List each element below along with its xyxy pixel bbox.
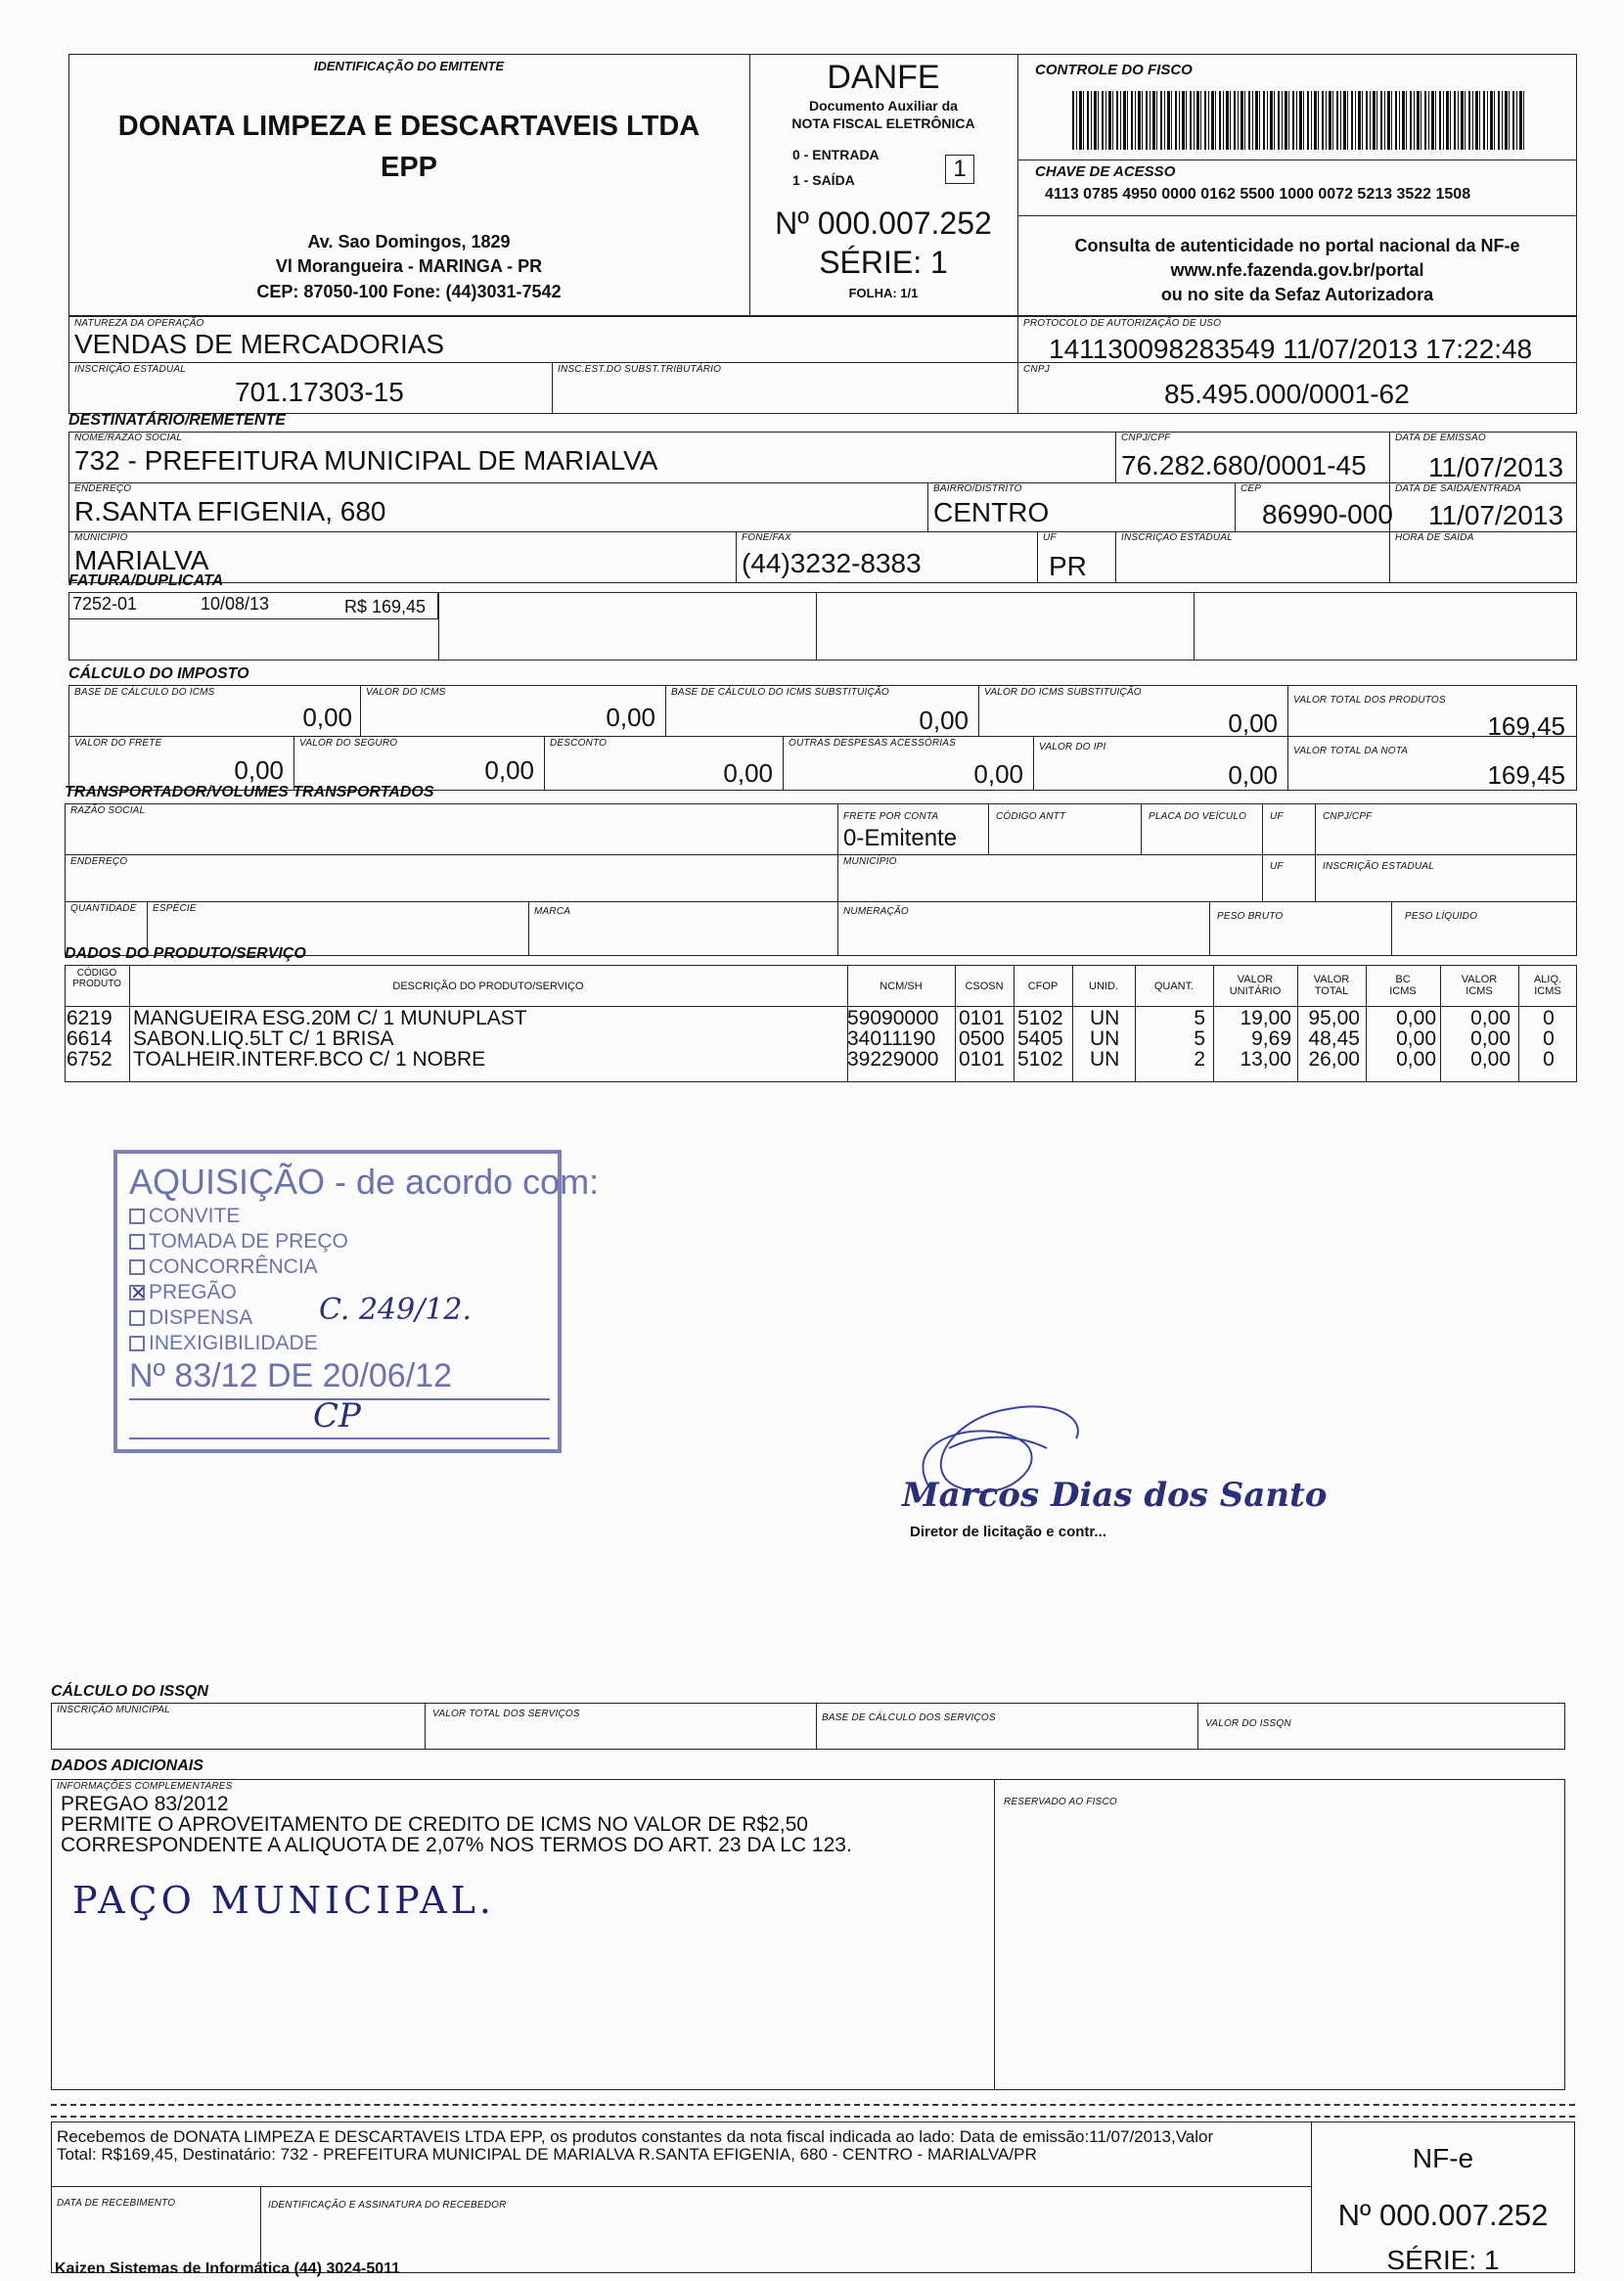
uf-caption: UF — [1043, 532, 1057, 543]
v-note-caption: VALOR TOTAL DA NOTA — [1293, 746, 1409, 756]
product-code: 6219 — [67, 1007, 113, 1029]
product-unit: UN — [1090, 1007, 1120, 1029]
product-total: 95,00 — [1308, 1007, 1360, 1029]
fiscal-control-caption: CONTROLE DO FISCO — [1035, 62, 1193, 78]
access-key-caption: CHAVE DE ACESSO — [1035, 163, 1176, 180]
option-convite: CONVITE — [149, 1205, 241, 1227]
col-icms-value-1: VALOR — [1461, 974, 1498, 985]
option-dispensa: DISPENSA — [149, 1306, 253, 1329]
district-caption: BAIRRO/DISTRITO — [933, 483, 1022, 494]
ipi: 0,00 — [1228, 760, 1278, 790]
products-section-title: DADOS DO PRODUTO/SERVIÇO — [65, 945, 306, 962]
danfe-subtitle-1: Documento Auxiliar da — [809, 98, 958, 114]
additional-section-title: DADOS ADICIONAIS — [51, 1757, 203, 1774]
bc-st-caption: BASE DE CÁLCULO DO ICMS SUBSTITUIÇÃO — [671, 687, 889, 698]
nature-caption: NATUREZA DA OPERAÇÃO — [74, 318, 204, 329]
product-code: 6752 — [67, 1048, 113, 1071]
product-total: 48,45 — [1308, 1027, 1360, 1050]
operation-nature: VENDAS DE MERCADORIAS — [74, 329, 445, 359]
col-description: DESCRIÇÃO DO PRODUTO/SERVIÇO — [392, 981, 584, 992]
option-inexigibilidade: INEXIGIBILIDADE — [149, 1332, 318, 1354]
carrier-name-caption: RAZÃO SOCIAL — [70, 805, 146, 816]
invoice-sheet: FOLHA: 1/1 — [848, 286, 919, 300]
checkbox-dispensa — [129, 1310, 145, 1326]
danfe-subtitle-2: NOTA FISCAL ELETRÔNICA — [791, 115, 975, 131]
antt-caption: CÓDIGO ANTT — [996, 811, 1066, 822]
checkbox-pregao-checked — [129, 1285, 145, 1300]
transport-section-title: TRANSPORTADOR/VOLUMES TRANSPORTADOS — [65, 784, 434, 800]
recipient-uf: PR — [1049, 551, 1087, 581]
table-row — [67, 1009, 1575, 1028]
emitter-cnpj: 85.495.000/0001-62 — [1164, 379, 1410, 409]
bc-icms-caption: BASE DE CÁLCULO DO ICMS — [74, 687, 215, 698]
freight-payer: 0-Emitente — [843, 825, 958, 851]
dup-due-date: 10/08/13 — [201, 594, 270, 614]
product-quantity: 5 — [1194, 1007, 1205, 1029]
discount-caption: DESCONTO — [550, 738, 608, 749]
services-total-caption: VALOR TOTAL DOS SERVIÇOS — [432, 1709, 580, 1719]
address-caption: ENDEREÇO — [74, 483, 132, 494]
consult-line-3: ou no site da Sefaz Autorizadora — [1160, 285, 1434, 304]
tax-section-title: CÁLCULO DO IMPOSTO — [68, 665, 249, 682]
authorization-protocol: 141130098283549 11/07/2013 17:22:48 — [1049, 334, 1533, 364]
stamp-process-number: Nº 83/12 DE 20/06/12 — [129, 1357, 452, 1394]
v-st-caption: VALOR DO ICMS SUBSTITUIÇÃO — [984, 687, 1142, 698]
product-csosn: 0500 — [959, 1027, 1005, 1050]
recipient-city: MARIALVA — [74, 545, 209, 575]
consult-url: www.nfe.fazenda.gov.br/portal — [1170, 260, 1424, 280]
checkbox-concorrencia — [129, 1259, 145, 1275]
municipal-reg-caption: INSCRIÇÃO MUNICIPAL — [57, 1705, 170, 1715]
cep-caption: CEP — [1241, 483, 1262, 494]
product-bc-icms: 0,00 — [1396, 1027, 1436, 1050]
recipient-section-title: DESTINATÁRIO/REMETENTE — [68, 412, 286, 429]
option-tomada: TOMADA DE PREÇO — [149, 1230, 348, 1253]
recipient-district: CENTRO — [933, 497, 1050, 527]
emitter-caption: IDENTIFICAÇÃO DO EMITENTE — [313, 59, 505, 73]
col-unit-value-1: VALOR — [1237, 974, 1274, 985]
v-st: 0,00 — [1228, 708, 1278, 738]
product-unit-value: 19,00 — [1240, 1007, 1291, 1029]
product-unit-value: 13,00 — [1240, 1048, 1291, 1071]
access-key: 4113 0785 4950 0000 0162 5500 1000 0072 5213 3522 1508 — [1045, 186, 1471, 203]
discount: 0,00 — [723, 758, 773, 788]
product-icms-value: 0,00 — [1470, 1048, 1511, 1071]
ipi-caption: VALOR DO IPI — [1039, 742, 1106, 753]
carrier-uf-caption: UF — [1270, 811, 1284, 822]
carrier-address-caption: ENDEREÇO — [70, 856, 128, 867]
v-icms-caption: VALOR DO ICMS — [366, 687, 446, 698]
issqn-value-caption: VALOR DO ISSQN — [1205, 1718, 1291, 1729]
product-ncm: 39229000 — [847, 1048, 939, 1071]
col-total-2: TOTAL — [1314, 985, 1349, 997]
plate-caption: PLACA DO VEÍCULO — [1149, 811, 1247, 822]
col-bc-1: BC — [1395, 974, 1411, 985]
carrier-city-caption: MUNICÍPIO — [843, 856, 897, 867]
stamp-contract-number: C. 249/12. — [319, 1293, 473, 1327]
col-csosn: CSOSN — [965, 981, 1004, 992]
product-unit: UN — [1090, 1027, 1120, 1050]
recipient-cep: 86990-000 — [1262, 499, 1393, 529]
invoice-series: SÉRIE: 1 — [819, 245, 948, 280]
barcode — [1072, 91, 1524, 150]
carrier-cnpj-caption: CNPJ/CPF — [1323, 811, 1373, 822]
recipient-phone: (44)3232-8383 — [742, 548, 922, 578]
state-registration: 701.17303-15 — [235, 377, 404, 407]
software-credit: Kaizen Sistemas de Informática (44) 3024-5011 — [55, 2260, 401, 2277]
v-prod-caption: VALOR TOTAL DOS PRODUTOS — [1293, 695, 1446, 706]
recipient-address: R.SANTA EFIGENIA, 680 — [74, 496, 386, 526]
checkbox-inexigibilidade — [129, 1336, 145, 1351]
stub-nfe: NF-e — [1412, 2143, 1474, 2173]
product-unit: UN — [1090, 1048, 1120, 1071]
emitter-cep-phone: CEP: 87050-100 Fone: (44)3031-7542 — [256, 282, 562, 301]
company-name: DONATA LIMPEZA E DESCARTAVEIS LTDA — [117, 111, 700, 142]
product-quantity: 5 — [1194, 1027, 1205, 1050]
product-description: SABON.LIQ.5LT C/ 1 BRISA — [133, 1027, 394, 1050]
issue-date-caption: DATA DE EMISSÃO — [1395, 433, 1486, 443]
col-aliq-1: ALIQ. — [1533, 974, 1562, 985]
freight-payer-caption: FRETE POR CONTA — [843, 811, 939, 822]
freight: 0,00 — [234, 755, 284, 785]
dup-number: 7252-01 — [72, 594, 138, 614]
v-icms: 0,00 — [606, 703, 655, 732]
issue-date: 11/07/2013 — [1428, 452, 1564, 482]
col-icms-value-2: ICMS — [1466, 985, 1493, 997]
entry-label: 0 - ENTRADA — [792, 147, 880, 162]
info-line-2: PERMITE O APROVEITAMENTO DE CREDITO DE ICMS NO VALOR DE R$2,50 — [61, 1813, 808, 1836]
option-pregao: PREGÃO — [149, 1281, 237, 1303]
carrier-ie-caption: INSCRIÇÃO ESTADUAL — [1323, 861, 1434, 872]
emitter-address: Av. Sao Domingos, 1829 — [307, 232, 511, 251]
bc-st: 0,00 — [919, 706, 969, 735]
product-quantity: 2 — [1194, 1048, 1205, 1071]
net-weight-caption: PESO LÍQUIDO — [1405, 911, 1478, 922]
product-bc-icms: 0,00 — [1396, 1007, 1436, 1029]
emitter-city: Vl Morangueira - MARINGA - PR — [275, 256, 543, 276]
consult-line-1: Consulta de autenticidade no portal nacional da NF-e — [1074, 236, 1520, 255]
brand-caption: MARCA — [534, 906, 571, 917]
product-icms-value: 0,00 — [1470, 1007, 1511, 1029]
services-base-caption: BASE DE CÁLCULO DOS SERVIÇOS — [822, 1712, 996, 1723]
v-note: 169,45 — [1487, 760, 1565, 790]
quantity-caption: QUANTIDADE — [70, 903, 137, 914]
company-suffix: EPP — [380, 152, 438, 183]
col-unit-value-2: UNITÁRIO — [1229, 985, 1282, 997]
receipt-date-caption: DATA DE RECEBIMENTO — [57, 2198, 176, 2209]
product-cfop: 5102 — [1017, 1048, 1063, 1071]
checkbox-tomada — [129, 1234, 145, 1250]
col-total-1: VALOR — [1313, 974, 1350, 985]
species-caption: ESPÉCIE — [153, 903, 197, 914]
product-description: MANGUEIRA ESG.20M C/ 1 MUNUPLAST — [133, 1007, 527, 1029]
product-csosn: 0101 — [959, 1048, 1005, 1071]
option-concorrencia: CONCORRÊNCIA — [149, 1255, 318, 1278]
recipient-name-caption: NOME/RAZÃO SOCIAL — [74, 433, 183, 443]
exit-time-caption: HORA DE SAÍDA — [1395, 532, 1474, 543]
state-reg-caption: INSCRIÇÃO ESTADUAL — [74, 364, 186, 375]
v-prod: 169,45 — [1487, 711, 1565, 741]
carrier-uf2-caption: UF — [1270, 861, 1284, 872]
exit-date-caption: DATA DE SAÍDA/ENTRADA — [1395, 483, 1522, 494]
exit-label: 1 - SAÍDA — [792, 172, 855, 188]
table-row — [67, 1029, 1575, 1049]
info-line-3: CORRESPONDENTE A ALIQUOTA DE 2,07% NOS TERMOS DO ART. 23 DA LC 123. — [61, 1834, 852, 1856]
signature-role: Diretor de licitação e contr... — [910, 1524, 1106, 1540]
recipient-cnpj-caption: CNPJ/CPF — [1121, 433, 1171, 443]
table-row — [67, 1050, 1575, 1070]
other-expenses: 0,00 — [973, 759, 1023, 789]
product-aliq: 0 — [1543, 1048, 1555, 1071]
stub-series: SÉRIE: 1 — [1386, 2245, 1500, 2275]
exit-date: 11/07/2013 — [1428, 500, 1564, 530]
st-reg-caption: INSC.EST.DO SUBST.TRIBUTÁRIO — [558, 364, 722, 375]
col-ncm: NCM/SH — [880, 981, 923, 992]
receipt-text-2: Total: R$169,45, Destinatário: 732 - PREFEITURA MUNICIPAL DE MARIALVA R.SANTA EFIGENIA, 680 - CENTRO - MARIALVA/PR — [57, 2145, 1037, 2164]
danfe-title: DANFE — [827, 59, 940, 96]
receipt-signature-caption: IDENTIFICAÇÃO E ASSINATURA DO RECEBEDOR — [268, 2200, 507, 2211]
cnpj-caption: CNPJ — [1023, 364, 1050, 375]
numbering-caption: NUMERAÇÃO — [843, 906, 909, 917]
handwritten-note: PAÇO MUNICIPAL. — [72, 1879, 495, 1922]
info-line-1: PREGAO 83/2012 — [61, 1793, 229, 1815]
product-cfop: 5405 — [1017, 1027, 1063, 1050]
reserved-caption: RESERVADO AO FISCO — [1004, 1797, 1117, 1807]
phone-caption: FONE/FAX — [742, 532, 791, 543]
stamp-title: AQUISIÇÃO - de acordo com: — [129, 1162, 600, 1202]
product-total: 26,00 — [1308, 1048, 1360, 1071]
invoice-section-title: FATURA/DUPLICATA — [68, 572, 224, 589]
product-cfop: 5102 — [1017, 1007, 1063, 1029]
col-unit: UNID. — [1089, 981, 1118, 992]
receipt-text-1: Recebemos de DONATA LIMPEZA E DESCARTAVEIS LTDA EPP, os produtos constantes da nota fiscal indicada ao lado: Data de emissão:11/07/2013,Valor — [57, 2127, 1214, 2146]
col-aliq-2: ICMS — [1534, 985, 1561, 997]
insurance-caption: VALOR DO SEGURO — [299, 738, 398, 749]
product-code: 6614 — [67, 1027, 113, 1050]
recipient-cnpj: 76.282.680/0001-45 — [1121, 450, 1367, 480]
product-bc-icms: 0,00 — [1396, 1048, 1436, 1071]
acquisition-stamp — [113, 1150, 600, 1453]
info-caption: INFORMAÇÕES COMPLEMENTARES — [57, 1781, 233, 1792]
col-code-1: CÓDIGO — [76, 968, 117, 979]
recipient-name: 732 - PREFEITURA MUNICIPAL DE MARIALVA — [74, 445, 658, 476]
product-csosn: 0101 — [959, 1007, 1005, 1029]
product-aliq: 0 — [1543, 1007, 1555, 1029]
product-ncm: 59090000 — [847, 1007, 939, 1029]
checkbox-convite — [129, 1209, 145, 1224]
dup-value: R$ 169,45 — [344, 597, 427, 616]
protocol-caption: PROTOCOLO DE AUTORIZAÇÃO DE USO — [1023, 318, 1222, 329]
issqn-section-title: CÁLCULO DO ISSQN — [51, 1683, 208, 1700]
gross-weight-caption: PESO BRUTO — [1217, 911, 1284, 922]
cut-line — [51, 2104, 1575, 2106]
invoice-number: Nº 000.007.252 — [775, 205, 992, 241]
col-quantity: QUANT. — [1153, 981, 1195, 992]
insurance: 0,00 — [484, 755, 534, 785]
product-description: TOALHEIR.INTERF.BCO C/ 1 NOBRE — [133, 1048, 486, 1071]
product-unit-value: 9,69 — [1251, 1027, 1291, 1050]
city-caption: MUNICÍPIO — [74, 532, 128, 543]
stamp-initials: CP — [313, 1396, 361, 1436]
signature-name: Marcos Dias dos Santo — [902, 1476, 1328, 1515]
recipient-ie-caption: INSCRIÇÃO ESTADUAL — [1121, 532, 1233, 543]
product-icms-value: 0,00 — [1470, 1027, 1511, 1050]
col-cfop: CFOP — [1027, 981, 1059, 992]
stub-number: Nº 000.007.252 — [1337, 2198, 1549, 2232]
freight-caption: VALOR DO FRETE — [74, 738, 162, 749]
other-expenses-caption: OUTRAS DESPESAS ACESSÓRIAS — [789, 738, 956, 749]
bc-icms: 0,00 — [302, 703, 352, 732]
product-ncm: 34011190 — [847, 1027, 936, 1050]
col-code-2: PRODUTO — [72, 979, 121, 989]
product-aliq: 0 — [1543, 1027, 1555, 1050]
col-bc-2: ICMS — [1389, 985, 1417, 997]
operation-type-box: 1 — [945, 155, 974, 184]
